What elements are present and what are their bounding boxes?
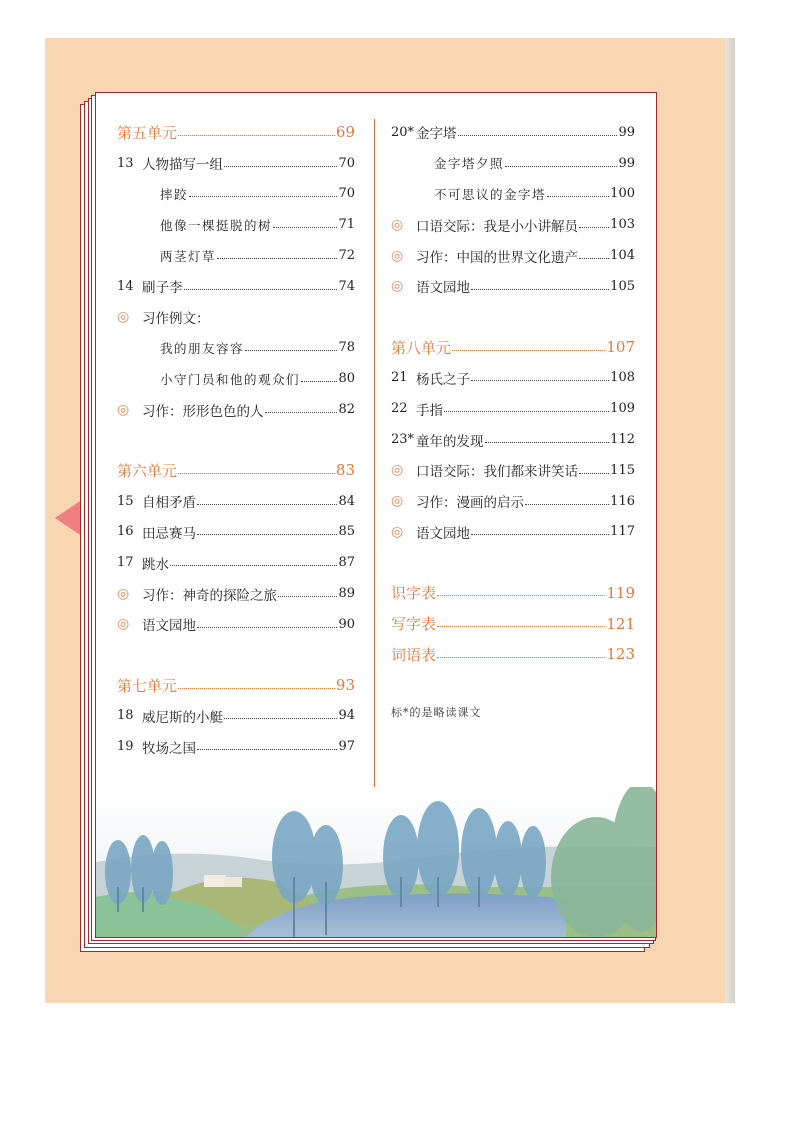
toc-entry[interactable] [391,455,635,486]
toc-section [391,577,635,669]
dot-leader [471,289,609,290]
dot-leader [178,135,335,136]
toc-entry[interactable] [117,394,355,425]
bullet-circle-icon: ◎ [391,462,404,479]
entry-title: 田忌赛马 [142,525,196,542]
dot-leader [273,227,337,228]
page-number: 93 [335,676,355,695]
page-number: 83 [335,461,355,480]
entry-title: 词语表 [391,645,437,664]
toc-entry[interactable] [391,179,635,210]
lesson-number: 22 [391,401,408,417]
page-number: 80 [338,371,355,387]
dot-leader [197,627,337,628]
page-number: 72 [338,248,355,264]
entry-title: 摔跤 [160,186,189,202]
dot-leader [437,626,605,627]
toc-entry[interactable] [391,363,635,394]
dot-leader [579,227,609,228]
toc-unit-heading[interactable] [391,639,635,670]
page-number: 99 [618,155,635,171]
page-number: 84 [338,493,355,509]
toc-entry[interactable] [391,393,635,424]
toc-section [391,332,635,548]
toc-section [391,117,635,302]
dot-leader [224,718,337,719]
page-number: 78 [338,340,355,356]
toc-unit-heading[interactable] [117,455,355,486]
page-number: 108 [610,370,635,386]
page-number: 117 [610,524,635,540]
entry-title: 口语交际：我是小小讲解员 [416,218,578,235]
dot-leader [178,688,335,689]
dot-leader [197,534,337,535]
entry-title: 跳水 [142,556,169,573]
page-number: 94 [338,708,355,724]
dot-leader [547,196,609,197]
entry-title: 第六单元 [117,461,178,480]
toc-entry[interactable] [391,424,635,455]
entry-title: 牧场之国 [142,740,196,757]
page-number: 70 [338,155,355,171]
dot-leader [471,534,609,535]
entry-title: 他像一棵挺脱的树 [160,217,273,233]
column-divider [374,119,375,811]
dot-leader [278,596,337,597]
bullet-circle-icon: ◎ [117,616,130,633]
entry-title: 威尼斯的小艇 [142,709,223,726]
lesson-number: 15 [117,493,134,509]
dot-leader [485,442,610,443]
lesson-number: 16 [117,524,134,540]
page-number: 109 [610,401,635,417]
page-number: 90 [338,616,355,632]
toc-entry[interactable] [117,609,355,640]
entry-title: 小守门员和他的观众们 [160,371,301,387]
entry-title: 识字表 [391,584,437,603]
reading-note: 标*的是略读课文 [391,705,482,719]
lesson-number: 20* [391,124,415,140]
dot-leader [178,473,335,474]
table-of-contents [95,92,657,938]
toc-unit-heading[interactable] [391,577,635,608]
page-number: 87 [338,555,355,571]
bullet-circle-icon: ◎ [391,493,404,510]
toc-entry[interactable] [391,271,635,302]
entry-title: 刷子李 [142,280,183,297]
entry-title: 手指 [416,402,443,419]
lesson-number: 13 [117,155,134,171]
toc-entry[interactable] [117,578,355,609]
lesson-number: 21 [391,370,408,386]
dot-leader [579,473,609,474]
entry-title: 习作：形形色色的人 [142,403,264,420]
toc-entry[interactable] [117,179,355,210]
toc-entry[interactable] [117,547,355,578]
entry-title: 写字表 [391,615,437,634]
toc-entry[interactable] [391,517,635,548]
bullet-circle-icon: ◎ [117,309,130,326]
toc-entry[interactable] [117,731,355,762]
dot-leader [197,749,337,750]
page-number: 82 [338,402,355,418]
toc-entry[interactable] [117,363,355,394]
entry-title: 语文园地 [142,618,196,635]
dot-leader [579,258,609,259]
page-number: 100 [610,186,635,202]
dot-leader [505,166,617,167]
toc-entry[interactable] [117,209,355,240]
toc-entry[interactable] [117,271,355,302]
entry-title: 杨氏之子 [416,371,470,388]
page-number: 85 [338,524,355,540]
toc-unit-heading[interactable] [391,332,635,363]
landscape-illustration [96,787,657,937]
bullet-circle-icon: ◎ [391,278,404,295]
dot-leader [444,411,609,412]
dot-leader [189,196,337,197]
page-number: 71 [338,217,355,233]
lesson-number: 19 [117,739,134,755]
entry-title: 不可思议的金字塔 [434,186,547,202]
bullet-circle-icon: ◎ [391,247,404,264]
page-number: 105 [610,278,635,294]
entry-title: 口语交际：我们都来讲笑话 [416,464,578,481]
dot-leader [437,657,605,658]
lesson-number: 17 [117,555,134,571]
dot-leader [301,381,337,382]
entry-title: 金字塔夕照 [434,156,505,172]
dot-leader [452,350,605,351]
lesson-number: 18 [117,708,134,724]
page-number: 119 [606,583,635,602]
entry-title: 习作：神奇的探险之旅 [142,587,277,604]
entry-title: 我的朋友容容 [160,340,245,356]
entry-title: 第八单元 [391,338,452,357]
entry-title: 两茎灯草 [160,248,217,264]
toc-entry[interactable] [117,302,355,333]
entry-title: 第五单元 [117,123,178,142]
dot-leader [437,595,605,596]
toc-section [117,117,355,425]
toc-entry[interactable] [117,333,355,364]
entry-title: 金字塔 [416,126,457,143]
toc-unit-heading[interactable] [391,608,635,639]
page-number: 89 [338,586,355,602]
page-number: 69 [335,123,355,142]
dot-leader [525,504,609,505]
toc-entry[interactable] [117,517,355,548]
toc-entry[interactable] [391,209,635,240]
entry-title: 语文园地 [416,525,470,542]
page-number: 123 [606,645,635,664]
page-number: 115 [610,462,635,478]
dot-leader [197,504,337,505]
dot-leader [458,135,618,136]
toc-section [117,670,355,762]
toc-right-column [391,117,635,720]
dot-leader [265,412,338,413]
bullet-circle-icon: ◎ [391,216,404,233]
page-number: 121 [606,614,635,633]
toc-entry[interactable] [117,486,355,517]
entry-title: 习作：中国的世界文化遗产 [416,249,578,266]
dot-leader [245,350,337,351]
lesson-number: 14 [117,278,134,294]
entry-title: 习作：漫画的启示 [416,495,524,512]
entry-title: 人物描写一组 [142,157,223,174]
entry-title: 童年的发现 [416,433,484,450]
dot-leader [217,258,337,259]
toc-section [117,455,355,640]
dot-leader [224,166,337,167]
bullet-circle-icon: ◎ [117,401,130,418]
bullet-circle-icon: ◎ [117,585,130,602]
page-number: 116 [610,493,635,509]
toc-entry[interactable] [391,486,635,517]
toc-unit-heading[interactable] [117,117,355,148]
entry-title: 自相矛盾 [142,495,196,512]
toc-entry[interactable] [391,148,635,179]
dot-leader [184,289,338,290]
entry-title: 语文园地 [416,280,470,297]
toc-entry[interactable] [117,701,355,732]
bullet-circle-icon: ◎ [391,523,404,540]
dot-leader [170,565,337,566]
page-number: 103 [610,217,635,233]
page-number: 99 [618,124,635,140]
toc-entry[interactable] [391,117,635,148]
page-number: 104 [610,248,635,264]
dot-leader [471,380,609,381]
lesson-number: 23* [391,432,415,448]
book-edge [725,38,735,1003]
page-number: 107 [606,338,635,357]
entry-title: 习作例文： [142,311,210,328]
page-number: 112 [610,432,635,448]
toc-entry[interactable] [117,148,355,179]
toc-unit-heading[interactable] [117,670,355,701]
page-number: 97 [338,739,355,755]
toc-entry[interactable] [117,240,355,271]
entry-title: 第七单元 [117,676,178,695]
page-number: 74 [338,278,355,294]
page-number: 70 [338,186,355,202]
toc-entry[interactable] [391,240,635,271]
toc-left-column [117,117,355,762]
